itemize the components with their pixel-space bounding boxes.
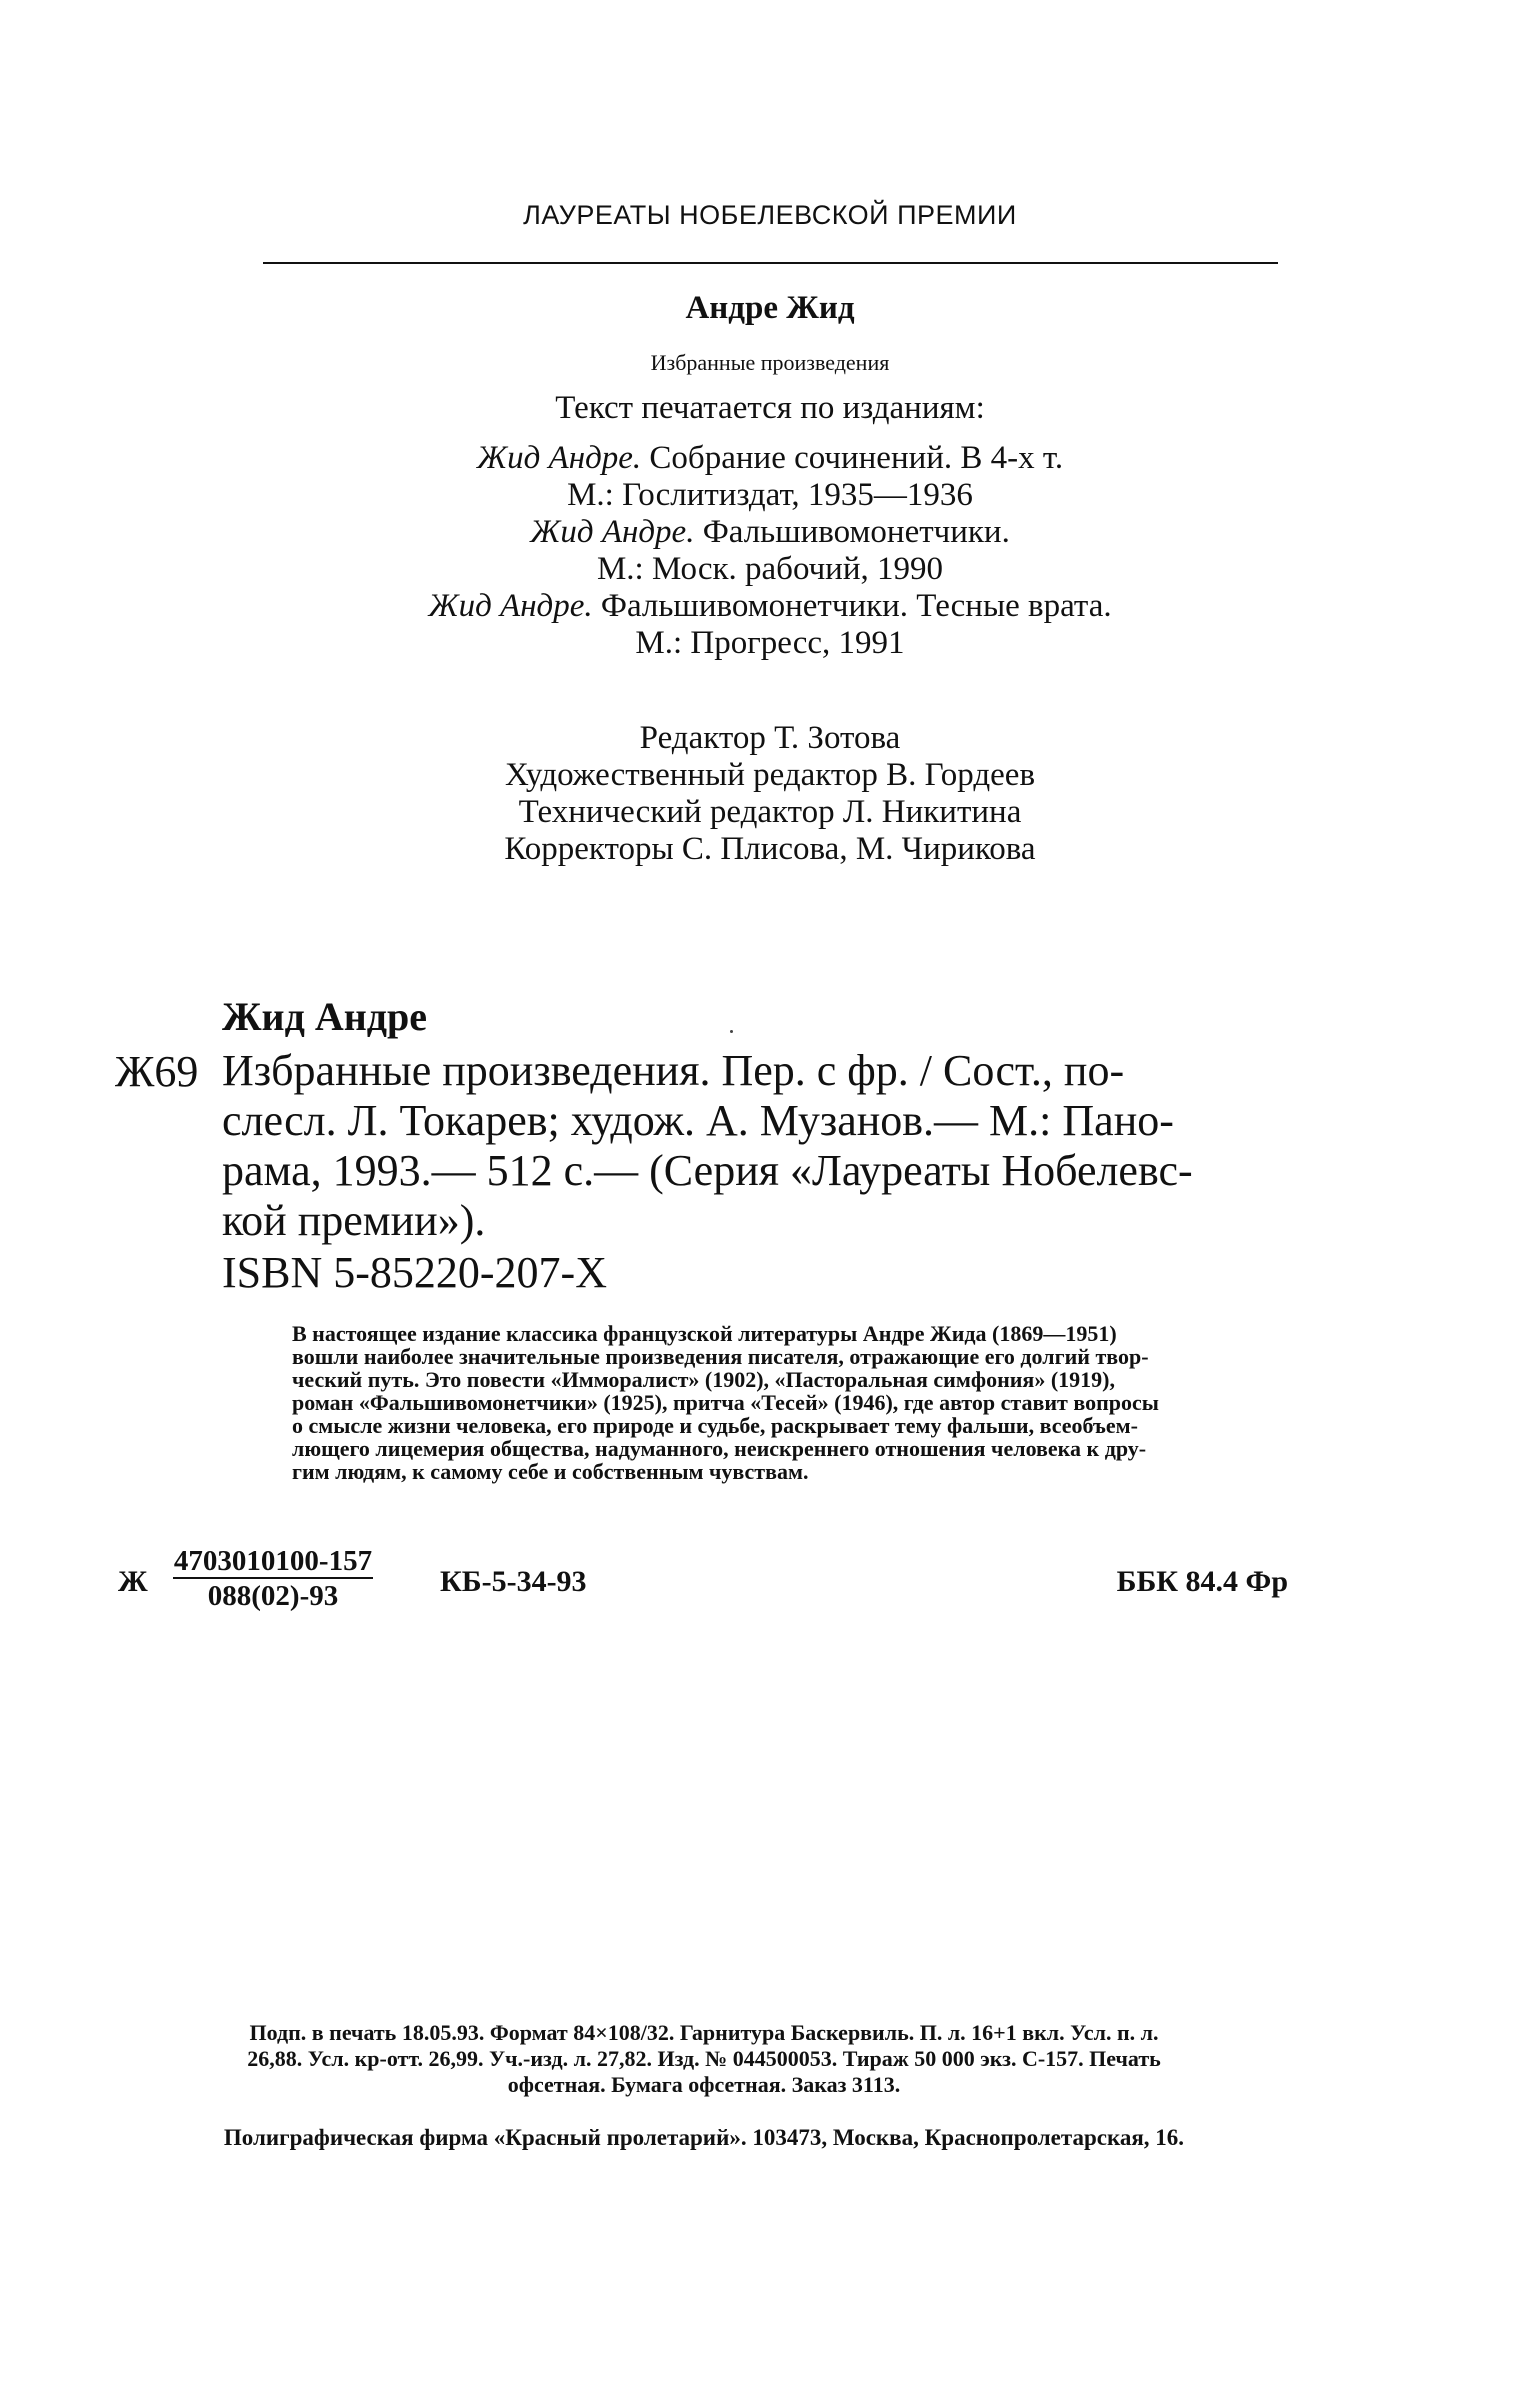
catalog-card-line: Избранные произведения. Пер. с фр. / Сост., по- bbox=[222, 1046, 1125, 1095]
speck-mark bbox=[730, 1030, 733, 1033]
classification-letter: Ж bbox=[118, 1565, 148, 1598]
catalog-card-line: кой премии»). bbox=[222, 1196, 486, 1245]
source-text: Фальшивомонетчики. Тесные врата. bbox=[592, 588, 1112, 624]
annotation-line: о смысле жизни человека, его природе и судьбе, раскрывает тему фальши, всеобъем- bbox=[292, 1413, 1138, 1438]
text-printed-from: Текст печатается по изданиям: bbox=[555, 390, 985, 426]
print-details-line: офсетная. Бумага офсетная. Заказ 3113. bbox=[507, 2072, 901, 2097]
series-header: ЛАУРЕАТЫ НОБЕЛЕВСКОЙ ПРЕМИИ bbox=[523, 200, 1017, 230]
annotation-line: ческий путь. Это повести «Имморалист» (1902), «Пасторальная симфония» (1919), bbox=[292, 1367, 1115, 1392]
source-text: Фальшивомонетчики. bbox=[694, 514, 1010, 550]
source-line bbox=[260, 477, 1280, 514]
annotation bbox=[292, 1322, 1288, 1483]
source-author: Жид Андре. bbox=[428, 588, 593, 624]
annotation-line: гим людям, к самому себе и собственным чувствам. bbox=[292, 1459, 809, 1484]
isbn: ISBN 5-85220-207-X bbox=[222, 1248, 607, 1297]
fraction-line bbox=[173, 1577, 373, 1579]
source-line bbox=[260, 514, 1280, 551]
fraction-numerator: 4703010100-157 bbox=[173, 1545, 373, 1577]
catalog-card-author: Жид Андре bbox=[222, 994, 427, 1039]
source-text: М.: Прогресс, 1991 bbox=[635, 625, 905, 661]
fraction-denominator: 088(02)-93 bbox=[207, 1580, 339, 1612]
source-text: Собрание сочинений. В 4-х т. bbox=[641, 440, 1064, 476]
printer-info: Полиграфическая фирма «Красный пролетарий». 103473, Москва, Краснопролетарская, 16. bbox=[223, 2125, 1185, 2150]
print-details-line: 26,88. Усл. кр-отт. 26,99. Уч.-изд. л. 27,82. Изд. № 044500053. Тираж 50 000 экз. С-157. Печать bbox=[247, 2046, 1161, 2071]
title-works: Избранные произведения bbox=[650, 350, 890, 375]
source-line bbox=[260, 440, 1280, 477]
bbk-code: ББК 84.4 Фр bbox=[1116, 1565, 1288, 1598]
source-line bbox=[260, 625, 1280, 662]
source-author: Жид Андре. bbox=[476, 440, 642, 476]
credit-editor: Редактор Т. Зотова bbox=[639, 720, 901, 756]
source-line bbox=[260, 551, 1280, 588]
catalog-card-description bbox=[222, 1046, 1288, 1246]
credit-proofreaders: Корректоры С. Плисова, М. Чирикова bbox=[504, 831, 1036, 867]
catalog-card-line: рама, 1993.— 512 с.— (Серия «Лауреаты Нобелевс- bbox=[222, 1146, 1193, 1195]
source-editions bbox=[260, 440, 1280, 662]
annotation-line: вошли наиболее значительные произведения писателя, отражающие его долгий твор- bbox=[292, 1344, 1149, 1369]
source-text: М.: Гослитиздат, 1935—1936 bbox=[567, 477, 973, 513]
source-text: М.: Моск. рабочий, 1990 bbox=[596, 551, 944, 587]
catalog-card-index: Ж69 bbox=[115, 1047, 199, 1096]
credit-tech-editor: Технический редактор Л. Никитина bbox=[518, 794, 1022, 830]
classification-row bbox=[118, 1545, 1288, 1615]
annotation-line: роман «Фальшивомонетчики» (1925), притча «Тесей» (1946), где автор ставит вопросы bbox=[292, 1390, 1159, 1415]
title-author: Андре Жид bbox=[685, 290, 855, 326]
source-line bbox=[260, 588, 1280, 625]
header-divider bbox=[263, 262, 1278, 264]
credit-art-editor: Художественный редактор В. Гордеев bbox=[504, 757, 1036, 793]
print-details bbox=[118, 2020, 1290, 2098]
source-author: Жид Андре. bbox=[530, 514, 695, 550]
annotation-line: В настоящее издание классика французской литературы Андре Жида (1869—1951) bbox=[292, 1321, 1117, 1346]
catalog-card-line: слесл. Л. Токарев; худож. А. Музанов.— М.: Пано- bbox=[222, 1096, 1174, 1145]
classification-fraction bbox=[173, 1545, 373, 1611]
credits bbox=[260, 720, 1280, 868]
print-details-line: Подп. в печать 18.05.93. Формат 84×108/32. Гарнитура Баскервиль. П. л. 16+1 вкл. Усл. п. л. bbox=[249, 2020, 1159, 2045]
annotation-line: лющего лицемерия общества, надуманного, неискреннего отношения человека к дру- bbox=[292, 1436, 1147, 1461]
kb-code: КБ-5-34-93 bbox=[440, 1565, 587, 1598]
